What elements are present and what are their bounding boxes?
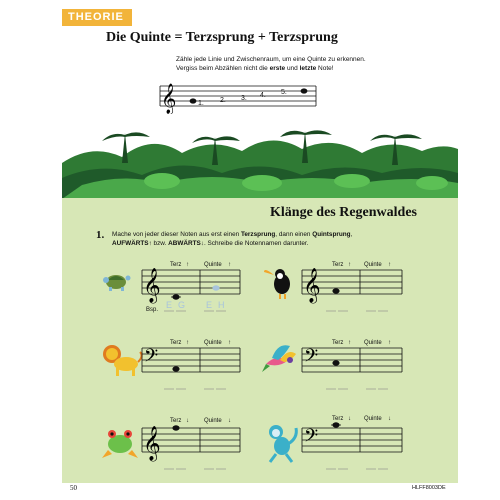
treble-clef-icon: 𝄞: [303, 268, 321, 303]
terz-label: Terz: [332, 340, 344, 346]
terz-direction: ↑: [348, 262, 351, 268]
terz-direction: ↓: [186, 418, 189, 424]
exercise-item-lion: [100, 334, 250, 394]
exercise-instructions: [112, 230, 352, 248]
count-4: 4.: [260, 92, 266, 99]
exercise-line-2: AUFWÄRTS↑ bzw. ABWÄRTS↓. Schreibe die Notennamen darunter.: [112, 240, 309, 247]
intro-line-2: Vergiss beim Abzählen nicht die erste und letzte Note!: [176, 65, 334, 72]
example-answer: E: [166, 300, 173, 310]
quinte-direction: ↑: [228, 340, 231, 346]
count-3: 3.: [241, 95, 247, 102]
monkey-icon: [269, 425, 296, 462]
catalog-code: HLFF8003DE: [412, 485, 446, 491]
toucan-icon: [264, 269, 290, 299]
turtle-icon: [103, 275, 131, 291]
treble-clef-icon: 𝄞: [143, 268, 161, 303]
terz-direction: ↑: [186, 262, 189, 268]
bird-icon: [262, 345, 296, 372]
page-title: Die Quinte = Terzsprung + Terzsprung: [106, 30, 338, 45]
intro-staff: [156, 80, 320, 114]
quinte-direction: ↓: [388, 416, 391, 422]
exercise-item-toucan: [262, 256, 412, 316]
count-5: 5.: [281, 89, 287, 96]
quinte-direction: ↑: [388, 340, 391, 346]
terz-label: Terz: [170, 340, 182, 346]
page-number: 50: [70, 484, 77, 492]
quinte-label: Quinte: [364, 340, 382, 346]
count-2: 2.: [220, 97, 226, 104]
theory-tag: THEORIE: [62, 9, 132, 26]
quinte-label: Quinte: [364, 416, 382, 422]
section-title: Klänge des Regenwaldes: [270, 205, 417, 220]
bass-clef-icon: 𝄢: [144, 346, 159, 371]
exercise-item-frog: [100, 414, 250, 476]
terz-direction: ↑: [348, 340, 351, 346]
frog-icon: [102, 430, 138, 458]
count-1: 1.: [198, 100, 204, 107]
lion-icon: [103, 345, 142, 376]
exercise-number: 1.: [96, 229, 105, 241]
exercise-item-turtle: [100, 256, 250, 316]
treble-clef-icon: 𝄞: [161, 84, 177, 114]
intro-line-1: Zähle jede Linie und Zwischenraum, um eine Quinte zu erkennen.: [176, 56, 366, 63]
intro-instructions: [176, 55, 366, 73]
quinte-direction: ↓: [228, 418, 231, 424]
quinte-label: Quinte: [204, 418, 222, 424]
exercise-item-bird: [262, 334, 412, 394]
exercise-item-monkey: [262, 414, 412, 476]
example-answer: H: [218, 300, 225, 310]
quinte-direction: ↑: [388, 262, 391, 268]
terz-label: Terz: [332, 262, 344, 268]
quinte-label: Quinte: [204, 340, 222, 346]
example-label: Bsp.: [146, 307, 159, 313]
treble-clef-icon: 𝄞: [143, 426, 161, 461]
terz-direction: ↓: [348, 416, 351, 422]
terz-direction: ↑: [186, 340, 189, 346]
bass-clef-icon: 𝄢: [304, 346, 319, 371]
example-answer: G: [178, 300, 186, 310]
quinte-label: Quinte: [204, 262, 222, 268]
exercise-line-1: Mache von jeder dieser Noten aus erst einen Terzsprung, dann einen Quintsprung,: [112, 231, 353, 238]
bass-clef-icon: 𝄢: [304, 426, 319, 451]
terz-label: Terz: [170, 418, 182, 424]
terz-label: Terz: [332, 416, 344, 422]
jungle-illustration: [62, 123, 458, 199]
quinte-direction: ↑: [228, 262, 231, 268]
terz-label: Terz: [170, 262, 182, 268]
example-answer: E: [206, 300, 213, 310]
quinte-label: Quinte: [364, 262, 382, 268]
